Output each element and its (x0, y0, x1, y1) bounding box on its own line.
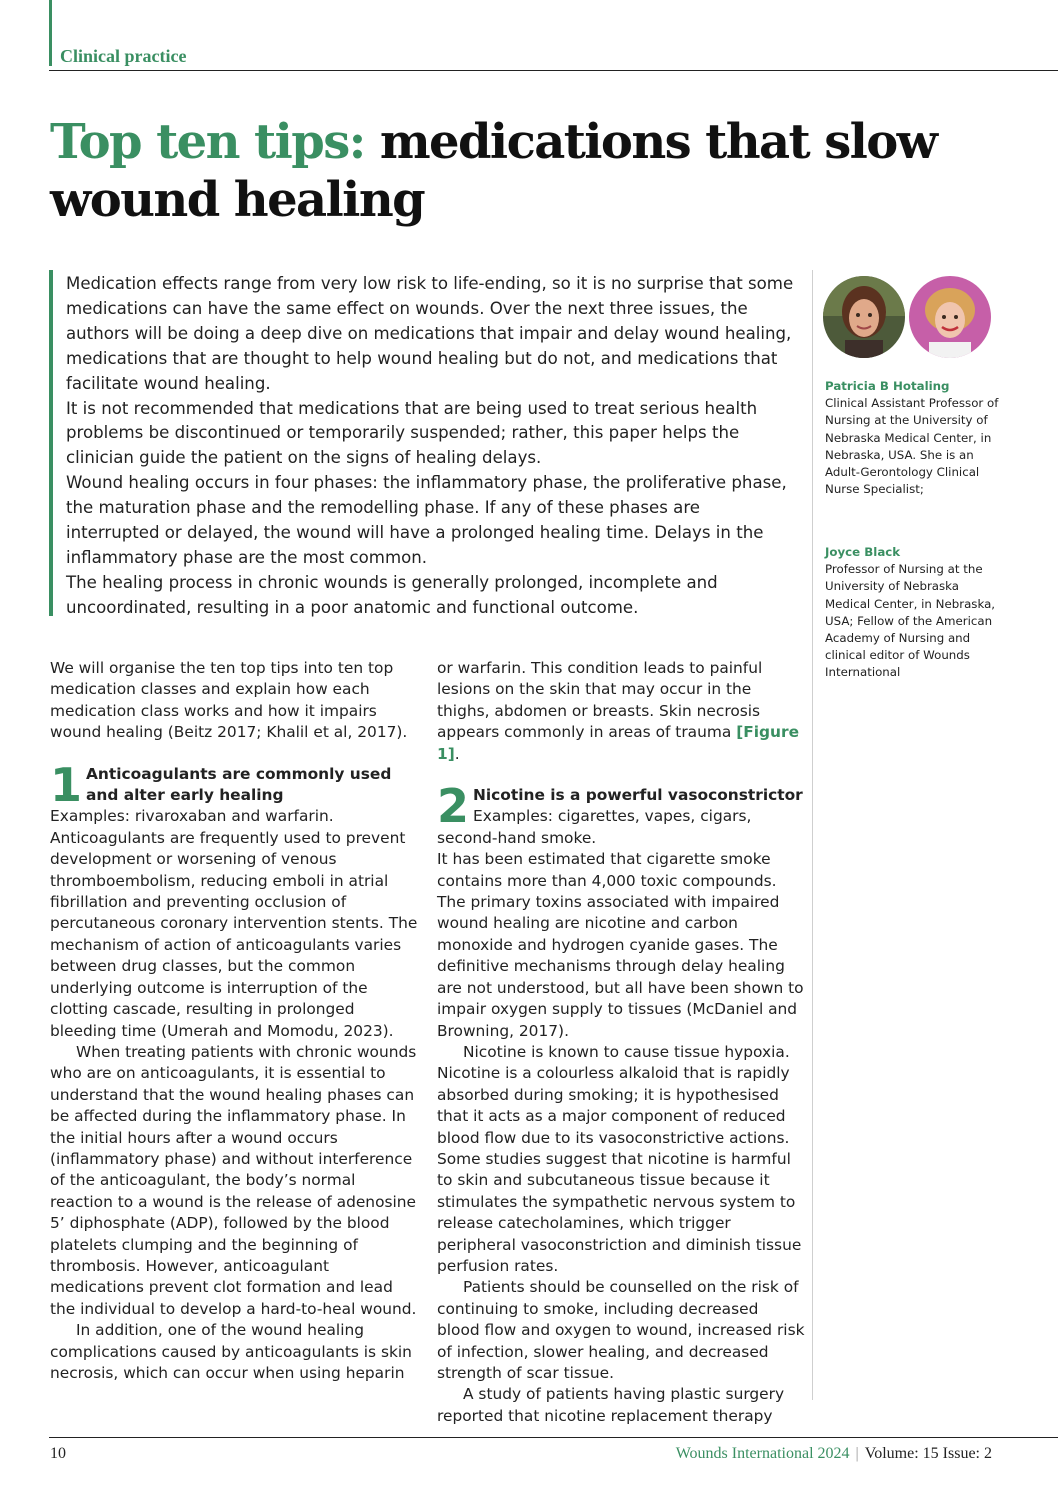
tip-number: 2 (437, 779, 468, 834)
abstract-paragraph: It is not recommended that medications that are being used to treat serious health problems be discontinued or temporarily suspended; rather, this paper helps the clinician guide the patient on the signs of healing delays. (66, 398, 758, 468)
paragraph-continuation: or warfarin. This condition leads to painful lesions on the skin that may occur in the thighs, abdomen or breasts. Skin necrosis appears commonly in areas of trauma (437, 659, 763, 742)
tip-number: 1 (50, 757, 81, 812)
header-rule (49, 70, 1058, 71)
page-number: 10 (50, 1445, 66, 1462)
figure-reference-link[interactable]: [Figure 1] (437, 723, 800, 763)
body-paragraph: Patients should be counselled on the risk of continuing to smoke, including decreased blood flow and oxygen to wound, increased risk of infection, slower healing, and decreased strength of scar tissue. (437, 1278, 805, 1382)
footer-citation (676, 1445, 992, 1463)
author-bio: Professor of Nursing at the University of Nebraska Medical Center, in Nebraska, USA; Fellow of the American Academy of Nursing and clinical editor of Wounds International (825, 562, 996, 680)
body-paragraph: Nicotine is known to cause tissue hypoxia. Nicotine is a colourless alkaloid that is rapidly absorbed during smoking; it is hypothesised that it acts as a major component of reduced blood flow due to its vasoconstrictive actions. Some studies suggest that nicotine is harmful to skin and subcutaneous tissue because it stimulates the sympathetic nervous system to release catecholamines, which trigger peripheral vasoconstriction and diminish tissue perfusion rates. (437, 1042, 802, 1275)
body-paragraph: Examples: rivaroxaban and warfarin. Anticoagulants are frequently used to prevent development or worsening of venous thromboembolism, reducing emboli in atrial fibrillation and preventing occlusion of percutaneous coronary intervention stents. The mechanism of action of anticoagulants varies between drug classes, but the common underlying outcome is interruption of the clotting cascade, resulting in prolonged bleeding time (Umerah and Momodu, 2023). (50, 807, 418, 1040)
author-photos (823, 276, 993, 360)
volume-issue: Volume: 15 Issue: 2 (864, 1445, 992, 1462)
author-bio: Clinical Assistant Professor of Nursing at the University of Nebraska Medical Center, in Nebraska, USA. She is an Adult-Gerontology Clinical Nurse Specialist; (825, 396, 999, 497)
abstract-paragraph: Medication effects range from very low risk to life-ending, so it is no surprise that some medications can have the same effect on wounds. Over the next three issues, the authors will be doing a deep dive on medications that impair and delay wound healing, medications that are thought to help wound healing but do not, and medications that facilitate wound healing. (66, 274, 794, 393)
author-name: Patricia B Hotaling (825, 379, 950, 393)
title-lead: Top ten tips: (50, 114, 365, 170)
abstract-paragraph: Wound healing occurs in four phases: the inflammatory phase, the proliferative phase, the maturation phase and the remodelling phase. If any of these phases are interrupted or delayed, the wound will have a prolonged healing time. Delays in the inflammatory phase are the most common. (66, 473, 787, 567)
body-paragraph: When treating patients with chronic wounds who are on anticoagulants, it is essential to understand that the wound healing phases can be affected during the inflammatory phase. In the initial hours after a wound occurs (inflammatory phase) and without interference of the anticoagulant, the body’s normal reaction to a wound is the release of adenosine 5’ diphosphate (ADP), followed by the blood platelets clumping and the beginning of thrombosis. However, anticoagulant medications prevent clot formation and lead the individual to develop a hard-to-heal wound. (50, 1042, 417, 1318)
author-info (825, 544, 1000, 682)
body-paragraph (437, 658, 805, 765)
author-name: Joyce Black (825, 545, 901, 559)
body-paragraph: In addition, one of the wound healing complications caused by anticoagulants is skin necrosis, which can occur when using heparin (50, 1321, 412, 1382)
author-info (825, 378, 1000, 498)
tip-examples: Examples: cigarettes, vapes, cigars, second-hand smoke. (437, 807, 752, 847)
sidebar-divider (812, 270, 813, 1400)
abstract-accent-bar (49, 270, 53, 616)
abstract-paragraph: The healing process in chronic wounds is generally prolonged, incomplete and uncoordinated, resulting in a poor anatomic and functional outcome. (66, 572, 718, 617)
footer-separator: | (855, 1445, 859, 1462)
tip-2 (437, 779, 805, 1427)
body-column-2 (437, 658, 805, 1427)
intro-paragraph: We will organise the ten top tips into ten top medication classes and explain how each medication class works and how it impairs wound healing (Beitz 2017; Khalil et al, 2017). (50, 659, 408, 742)
body-paragraph: A study of patients having plastic surgery reported that nicotine replacement therapy (437, 1385, 785, 1425)
title-rest: medications that slow wound healing (50, 114, 937, 228)
tip-1 (50, 757, 418, 1385)
paragraph-end: . (454, 744, 460, 763)
body-paragraph: It has been estimated that cigarette smoke contains more than 4,000 toxic compounds. The primary toxins associated with impaired wound healing are nicotine and carbon monoxide and hydrogen cyanide gases. The definitive mechanisms through delay healing are not understood, but all have been shown to impair oxygen supply to tissues (McDaniel and Browning, 2017). (437, 850, 804, 1040)
body-column-1 (50, 658, 418, 1384)
tip-heading: Nicotine is a powerful vasoconstrictor (473, 786, 803, 805)
section-label: Clinical practice (60, 46, 187, 66)
journal-name: Wounds International 2024 (675, 1445, 850, 1462)
footer-rule (49, 1437, 1058, 1438)
tip-heading: Anticoagulants are commonly used and alter early healing (86, 764, 392, 805)
author-photo-hotaling (823, 276, 905, 358)
abstract (66, 272, 796, 621)
article-title (50, 113, 950, 229)
header-accent-bar (49, 0, 52, 66)
author-photo-black (909, 276, 991, 358)
